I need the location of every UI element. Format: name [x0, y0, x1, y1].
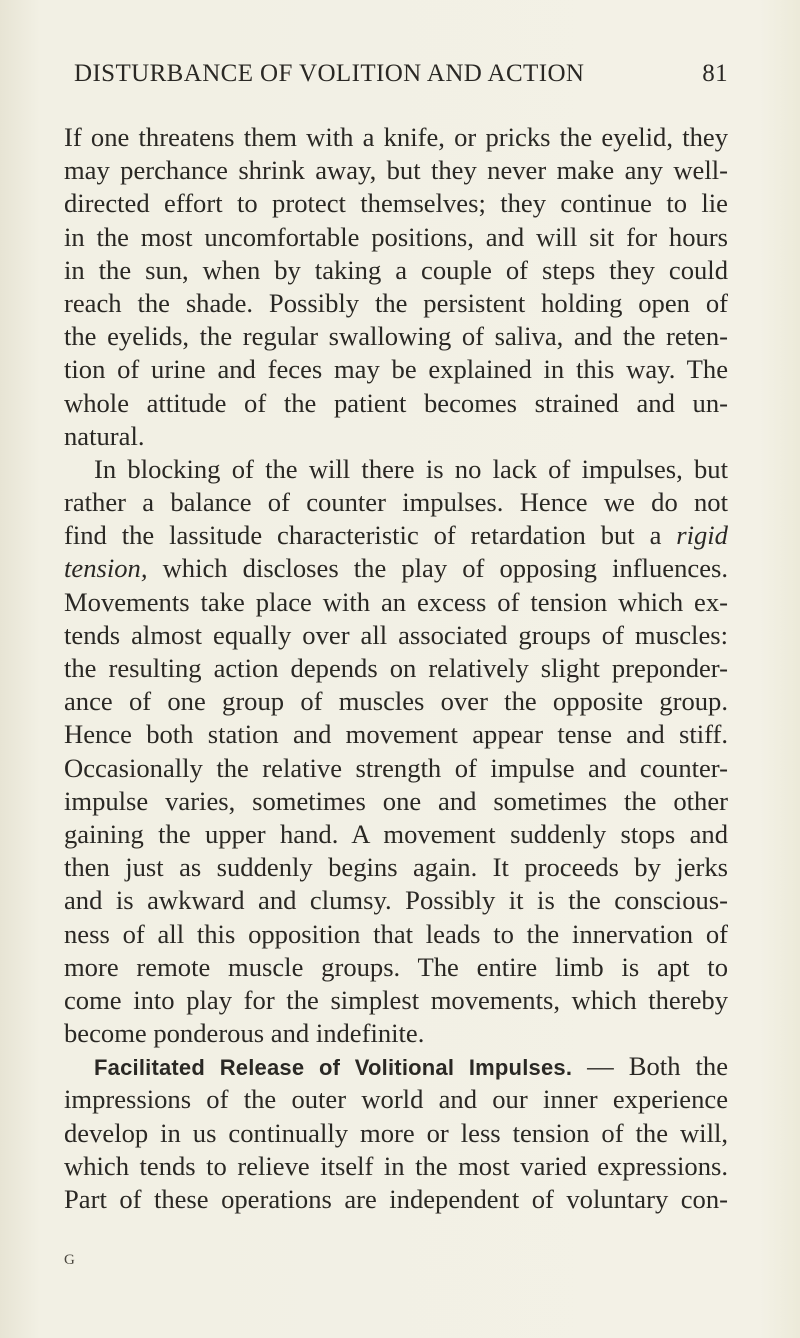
text-line: reach the shade. Possibly the persistent holding open of: [64, 287, 728, 318]
text-line: may perchance shrink away, but they never make any well-: [64, 155, 728, 186]
text-line: natural.: [64, 420, 145, 451]
paragraph-start-line: In blocking of the will there is no lack of impulses, but: [94, 453, 728, 484]
text-line: Hence both station and movement appear tense and stiff.: [64, 719, 728, 750]
text-line: rather a balance of counter impulses. Hence we do not: [64, 487, 728, 518]
text-line: Movements take place with an excess of tension which ex-: [64, 586, 728, 617]
text-line: [64, 519, 728, 552]
section-heading-line: [64, 1050, 728, 1083]
body-text: [64, 121, 728, 1216]
text-segment: find the lassitude characteristic of retardation but a: [64, 520, 662, 551]
running-head: [64, 60, 728, 90]
text-line: If one threatens them with a knife, or pricks the eyelid, they: [64, 122, 728, 152]
text-line: become ponderous and indefinite.: [64, 1018, 425, 1049]
text-line: then just as suddenly begins again. It proceeds by jerks: [64, 852, 728, 883]
printer-signature-mark: G: [64, 1252, 75, 1268]
text-line: come into play for the simplest movements, which thereby: [64, 984, 728, 1015]
text-segment: which discloses the play of opposing influences.: [147, 553, 728, 584]
page-number: 81: [702, 60, 728, 87]
text-line: ness of all this opposition that leads to the innervation of: [64, 918, 728, 949]
text-line: [64, 552, 728, 585]
text-line: more remote muscle groups. The entire limb is apt to: [64, 951, 728, 982]
italic-emphasis: rigid: [676, 520, 728, 551]
text-line: the resulting action depends on relatively slight preponder-: [64, 653, 728, 683]
text-line: impulse varies, sometimes one and sometimes the other: [64, 785, 728, 816]
text-line: directed effort to protect themselves; they continue to lie: [64, 188, 728, 219]
text-line: in the sun, when by taking a couple of steps they could: [64, 254, 728, 285]
text-line: develop in us continually more or less tension of the will,: [64, 1117, 728, 1148]
text-line: whole attitude of the patient becomes strained and un-: [64, 387, 728, 418]
text-line: impressions of the outer world and our inner experience: [64, 1084, 728, 1115]
text-segment: — Both the: [572, 1051, 729, 1082]
text-line: in the most uncomfortable positions, and will sit for hours: [64, 221, 728, 252]
text-line: Occasionally the relative strength of impulse and counter-: [64, 752, 728, 783]
text-line: which tends to relieve itself in the most varied expressions.: [64, 1150, 728, 1181]
section-heading: Facilitated Release of Volitional Impulses.: [94, 1055, 573, 1081]
text-line: ance of one group of muscles over the opposite group.: [64, 686, 728, 717]
text-line: Part of these operations are independent of voluntary con-: [64, 1184, 728, 1214]
text-line: gaining the upper hand. A movement suddenly stops and: [64, 818, 728, 849]
text-line: tends almost equally over all associated groups of muscles:: [64, 619, 728, 650]
text-line: and is awkward and clumsy. Possibly it is the conscious-: [64, 885, 728, 916]
text-line: the eyelids, the regular swallowing of saliva, and the reten-: [64, 321, 728, 352]
text-line: tion of urine and feces may be explained in this way. The: [64, 354, 728, 385]
italic-emphasis: tension,: [64, 553, 148, 584]
running-title: DISTURBANCE OF VOLITION AND ACTION: [74, 60, 585, 87]
